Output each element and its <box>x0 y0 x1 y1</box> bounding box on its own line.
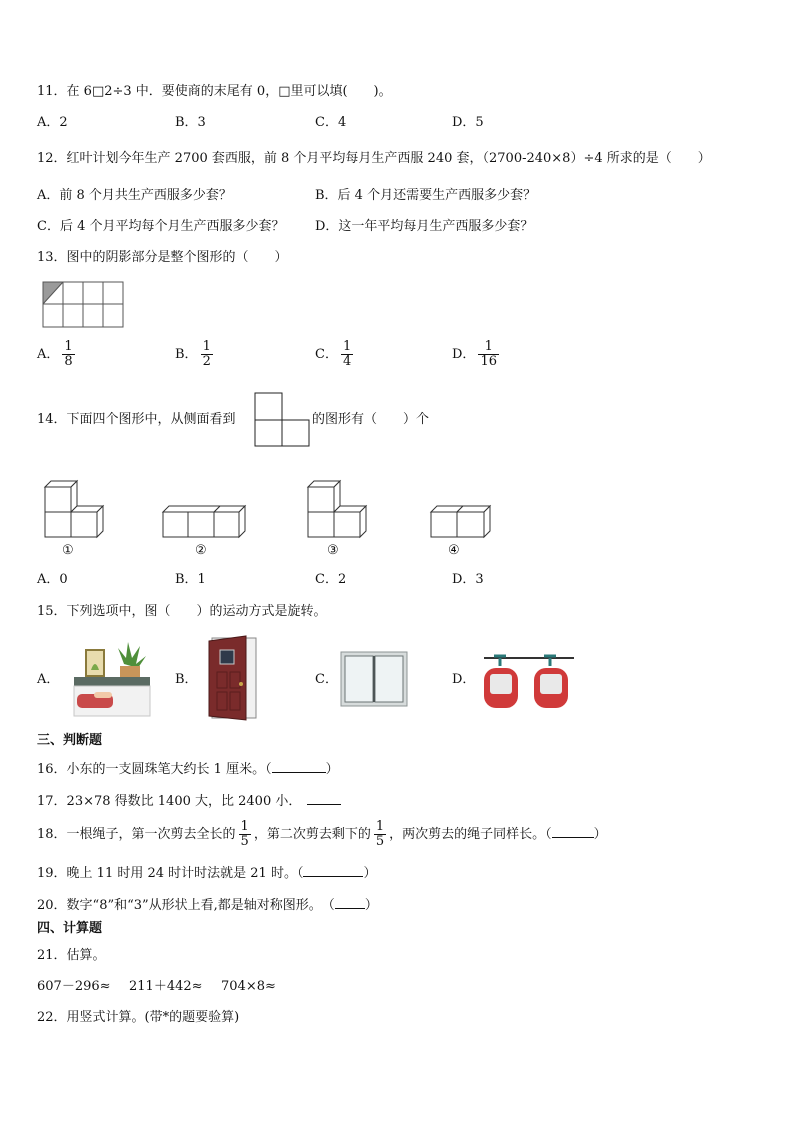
section-3-title: 三、判断题 <box>37 733 103 748</box>
cable-car-picture <box>482 652 576 710</box>
q11-option-a: A．2 <box>37 115 68 130</box>
window-picture <box>340 651 408 707</box>
fraction: $\frac{1}{5}$ <box>240 819 249 849</box>
answer-blank[interactable] <box>307 792 341 805</box>
answer-blank[interactable] <box>552 825 594 838</box>
q13-option-a: A． $\frac{1}{8}$ <box>37 339 73 369</box>
q18: 18．一根绳子，第一次剪去全长的 $\frac{1}{5}$ ，第二次剪去剩下的 $\frac{1}{5}$ ，两次剪去的绳子同样长。（ ） <box>37 819 607 849</box>
q11-option-b: B．3 <box>175 115 206 130</box>
cube-figure-1 <box>42 480 104 538</box>
figure-label-3: ③ <box>327 543 339 558</box>
q11-option-d: D．5 <box>452 115 484 130</box>
section-4-title: 四、计算题 <box>37 921 103 936</box>
q14-option-b: B．1 <box>175 572 206 587</box>
estimate-item-2: 211＋442≈ <box>129 979 203 994</box>
q14-option-a: A．0 <box>37 572 68 587</box>
q15-option-c: C． <box>315 672 338 687</box>
q21-stem: 21．估算。 <box>37 948 106 963</box>
q15-stem: 15．下列选项中，图（ ）的运动方式是旋转。 <box>37 604 327 619</box>
answer-blank[interactable] <box>303 864 363 877</box>
q12-option-d: D．这一年平均每月生产西服多少套？ <box>315 219 534 234</box>
estimate-item-1: 607－296≈ <box>37 979 111 994</box>
fraction: $\frac{1}{16}$ <box>480 339 497 369</box>
cube-figure-3 <box>305 480 367 538</box>
q14-option-c: C．2 <box>315 572 347 587</box>
figure-label-4: ④ <box>448 543 460 558</box>
q11-option-c: C．4 <box>315 115 347 130</box>
drawer-picture <box>72 640 152 718</box>
q13-option-b: B． $\frac{1}{2}$ <box>175 339 211 369</box>
side-view-figure <box>254 392 310 448</box>
q14-option-d: D．3 <box>452 572 484 587</box>
q14-stem-before: 14．下面四个图形中，从侧面看到 <box>37 412 236 427</box>
q15-option-a: A． <box>37 672 60 687</box>
q13-option-c: C． $\frac{1}{4}$ <box>315 339 352 369</box>
q17: 17．23×78 得数比 1400 大，比 2400 小． <box>37 792 341 810</box>
estimate-item-3: 704×8≈ <box>221 979 276 994</box>
q15-option-b: B． <box>175 672 198 687</box>
cube-figure-2 <box>160 496 246 538</box>
q12-option-c: C．后 4 个月平均每个月生产西服多少套？ <box>37 219 285 234</box>
q13-option-d: D． $\frac{1}{16}$ <box>452 339 497 369</box>
fraction: $\frac{1}{8}$ <box>64 339 73 369</box>
q22-stem: 22．用竖式计算。(带*的题要验算) <box>37 1010 240 1025</box>
door-picture <box>206 636 258 720</box>
figure-label-1: ① <box>62 543 74 558</box>
q12-option-b: B．后 4 个月还需要生产西服多少套？ <box>315 188 537 203</box>
q12-stem: 12．红叶计划今年生产 2700 套西服，前 8 个月平均每月生产西服 240 套，（2700-240×8）÷4 所求的是（ ） <box>37 151 711 166</box>
q13-stem: 13．图中的阴影部分是整个图形的（ ） <box>37 250 288 265</box>
answer-blank[interactable] <box>272 760 326 773</box>
fraction: $\frac{1}{2}$ <box>202 339 211 369</box>
q15-option-d: D． <box>452 672 476 687</box>
shaded-grid-figure <box>42 281 124 329</box>
q12-option-a: A．前 8 个月共生产西服多少套？ <box>37 188 232 203</box>
answer-blank[interactable] <box>335 896 365 909</box>
q16: 16．小东的一支圆珠笔大约长 1 厘米。（ ） <box>37 762 339 777</box>
fraction: $\frac{1}{5}$ <box>375 819 385 849</box>
cube-figure-4 <box>428 496 494 538</box>
q11-stem: 11．在 6□2÷3 中．要使商的末尾有 0，□里可以填( )。 <box>37 84 392 99</box>
q14-stem-after: 的图形有（ ）个 <box>312 412 430 427</box>
q19: 19．晚上 11 时用 24 时计时法就是 21 时。（ ） <box>37 866 377 881</box>
figure-label-2: ② <box>195 543 207 558</box>
q20: 20．数字“8”和“3”从形状上看,都是轴对称图形。 （ ） <box>37 898 378 913</box>
fraction: $\frac{1}{4}$ <box>342 339 352 369</box>
